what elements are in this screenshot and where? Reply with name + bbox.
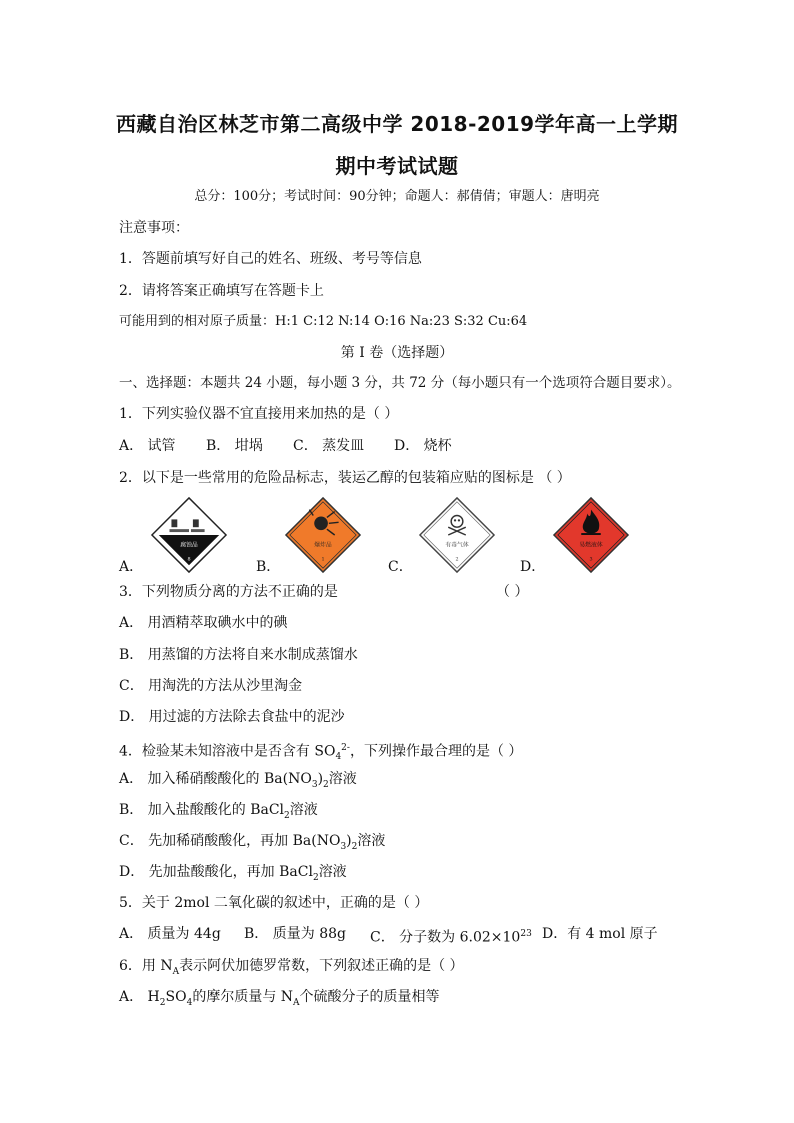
exam-title-line1: 西藏自治区林芝市第二高级中学 2018-2019学年高一上学期 — [115, 112, 679, 136]
question-4-option-a: A． 加入稀硝酸酸化的 $Ba(NO_3)_2$溶液 — [119, 771, 357, 790]
question-4-option-d: D． 先加盐酸酸化，再加 BaCl$_2$溶液 — [119, 864, 347, 883]
question-5-option-d: D．有 4 mol 原子 — [542, 926, 658, 942]
notes-item-1: 1．答题前填写好自己的姓名、班级、考号等信息 — [119, 251, 422, 267]
atomic-masses: 可能用到的相对原子质量：H:1 C:12 N:14 O:16 Na:23 S:32 Cu:64 — [119, 314, 528, 329]
question-5-option-b: B． 质量为 88g — [244, 926, 346, 942]
question-3-option-b: B． 用蒸馏的方法将自来水制成蒸馏水 — [119, 647, 358, 663]
question-3-option-c: C． 用淘洗的方法从沙里淘金 — [119, 678, 303, 694]
exam-title-line2: 期中考试试题 — [335, 154, 459, 178]
flammable-sign-icon — [552, 496, 630, 574]
question-2-option-a: A． — [119, 559, 144, 575]
toxic-sign-label: 有毒气体 — [445, 542, 469, 549]
corrosive-sign-label: 腐蚀品 — [180, 542, 198, 549]
question-2-stem: 2．以下是一些常用的危险品标志，装运乙醇的包装箱应贴的图标是 （ ） — [119, 470, 571, 486]
question-5-option-a: A． 质量为 44g — [119, 926, 221, 942]
toxic-sign-number: 2 — [455, 556, 459, 563]
corrosive-sign-number: 8 — [187, 556, 191, 563]
corrosive-sign-icon — [150, 496, 228, 574]
notes-item-2: 2．请将答案正确填写在答题卡上 — [119, 283, 324, 299]
question-3-option-a: A． 用酒精萃取碘水中的碘 — [119, 615, 288, 631]
question-1-option-d: D． 烧杯 — [394, 438, 452, 454]
question-5-option-c: C． 分子数为 $6.02\times 10^{23}$ — [370, 929, 532, 946]
explosive-sign-label: 爆炸品 — [314, 542, 332, 549]
question-6-stem: 6．用 $N_A$表示阿伏加德罗常数，下列叙述正确的是（ ） — [119, 958, 464, 977]
explosive-sign-number: 1 — [321, 556, 325, 563]
question-4-stem: 4．检验某未知溶液中是否含有 $SO_4^{2-}$，下列操作最合理的是（ ） — [119, 743, 523, 763]
question-1-stem: 1．下列实验仪器不宜直接用来加热的是（ ） — [119, 406, 399, 422]
section-instructions: 一、选择题：本题共 24 小题，每小题 3 分，共 72 分（每小题只有一个选项符合题目要求）。 — [119, 375, 681, 391]
notes-heading: 注意事项： — [119, 220, 189, 236]
explosive-sign-icon — [284, 496, 362, 574]
toxic-sign-icon — [418, 496, 496, 574]
question-2-option-c: C． — [388, 559, 413, 575]
question-6-option-a: A． $H_2SO_4$的摩尔质量与 $N_A$个硫酸分子的质量相等 — [119, 989, 440, 1008]
question-3-stem: 3．下列物质分离的方法不正确的是 — [119, 584, 338, 600]
question-1-option-b: B． 坩埚 — [206, 438, 263, 454]
question-4-option-c: C． 先加稀硝酸酸化，再加 $Ba(NO_3)_2$溶液 — [119, 833, 386, 852]
question-1-option-a: A． 试管 — [119, 438, 176, 454]
question-3-option-d: D． 用过滤的方法除去食盐中的泥沙 — [119, 709, 345, 725]
flammable-sign-number: 3 — [589, 556, 593, 563]
section-title: 第 I 卷（选择题） — [340, 345, 454, 361]
exam-info: 总分：100分；考试时间：90分钟；命题人：郝倩倩；审题人：唐明亮 — [194, 189, 600, 204]
question-2-option-d: D． — [520, 559, 546, 575]
question-3-answer-paren: （ ） — [496, 584, 529, 600]
flammable-sign-label: 易燃液体 — [579, 542, 603, 549]
question-5-stem: 5．关于 2mol 二氧化碳的叙述中，正确的是（ ） — [119, 895, 429, 911]
question-1-option-c: C． 蒸发皿 — [293, 438, 365, 454]
question-2-option-b: B． — [256, 559, 281, 575]
question-4-option-b: B． 加入盐酸酸化的 BaCl$_2$溶液 — [119, 802, 318, 821]
